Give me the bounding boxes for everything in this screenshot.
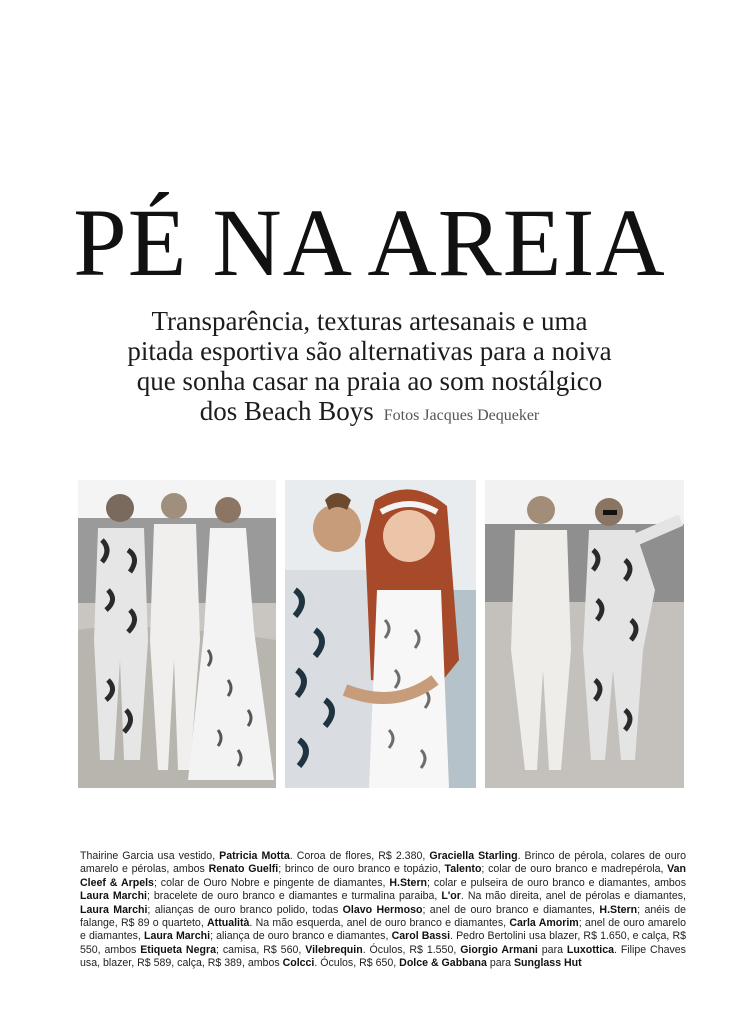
- caption-brand: Van Cleef & Arpels: [80, 863, 686, 889]
- deck-line-text: dos Beach Boys: [199, 396, 374, 426]
- caption-text: ; alianças de ouro branco polido, todas: [147, 903, 343, 916]
- caption-brand: Olavo Hermoso: [342, 903, 423, 916]
- caption-brand: Carla Amorim: [509, 917, 579, 930]
- deck-line: que sonha casar na praia ao som nostálgico: [136, 366, 603, 396]
- caption-text: . Óculos, R$ 1.550,: [362, 943, 461, 956]
- caption-text: ; camisa, R$ 560,: [215, 943, 306, 956]
- photo-grooms-walking: [485, 480, 684, 788]
- caption-brand: Graciella Starling: [429, 850, 518, 862]
- caption-brand: Colcci: [282, 957, 315, 970]
- fashion-credits-caption: [80, 850, 686, 971]
- photo-grooms-walking-image: [485, 480, 684, 788]
- caption-text: ; anéis de falange, R$ 89 o quarteto,: [80, 903, 686, 930]
- caption-brand: Dolce & Gabbana: [399, 957, 487, 970]
- caption-brand: Laura Marchi: [143, 930, 211, 943]
- caption-text: . Coroa de flores, R$ 2.380,: [289, 850, 430, 862]
- caption-text: ; colar de ouro branco e madrepérola,: [481, 863, 668, 876]
- caption-text: . Na mão direita, anel de pérolas e diamantes,: [460, 890, 686, 903]
- deck-line: Transparência, texturas artesanais e uma: [151, 306, 588, 336]
- caption-brand: Talento: [444, 863, 482, 876]
- deck-line-last: [40, 396, 699, 431]
- caption-text: ; anel de ouro amarelo e diamantes,: [80, 917, 687, 943]
- caption-brand: Etiqueta Negra: [140, 943, 216, 956]
- caption-brand: Carol Bassi: [391, 930, 451, 943]
- caption-text: ; anel de ouro branco e diamantes,: [422, 903, 600, 916]
- caption-text: ; colar de Ouro Nobre e pingente de diamantes,: [153, 876, 390, 889]
- caption-text: ; colar e pulseira de ouro branco e diamantes, ambos: [427, 876, 686, 889]
- caption-brand: L'or: [441, 890, 461, 903]
- caption-text: . Óculos, R$ 650,: [314, 957, 400, 970]
- caption-text: . Brinco de pérola, colares de ouro amarelo e pérolas, ambos: [80, 850, 687, 876]
- caption-brand: Attualità: [207, 917, 250, 930]
- caption-brand: Vilebrequin: [305, 943, 363, 956]
- deck: [40, 306, 699, 431]
- caption-brand: Luxottica: [566, 943, 614, 956]
- caption-text: ; brinco de ouro branco e topázio,: [278, 863, 445, 876]
- caption-text: . Pedro Bertolini usa blazer, R$ 1.650, e calça, R$ 550, ambos: [80, 930, 687, 956]
- caption-brand: Renato Guelfi: [208, 863, 279, 876]
- photo-beach-trio-image: [78, 480, 276, 788]
- photo-beach-trio: [78, 480, 276, 788]
- caption-text: para: [486, 957, 514, 970]
- caption-brand: Sunglass Hut: [513, 957, 582, 970]
- caption-text: ; bracelete de ouro branco e diamantes e turmalina paraiba,: [146, 890, 442, 903]
- caption-text: . Filipe Chaves usa, blazer, R$ 589, calça, R$ 389, ambos: [80, 943, 686, 970]
- caption-text: Thairine Garcia usa vestido,: [80, 850, 220, 862]
- caption-text: . Na mão esquerda, anel de ouro branco e diamantes,: [249, 917, 510, 930]
- caption-brand: Laura Marchi: [80, 890, 147, 903]
- deck-line: pitada esportiva são alternativas para a noiva: [127, 336, 612, 366]
- caption-brand: Laura Marchi: [80, 903, 148, 916]
- caption-brand: Giorgio Armani: [460, 943, 538, 956]
- photo-credit: Fotos Jacques Dequeker: [383, 407, 540, 424]
- caption-brand: H.Stern: [599, 903, 638, 916]
- headline: PÉ NA AREIA: [73, 189, 666, 296]
- photo-bride-groom-embrace-image: [285, 480, 476, 788]
- photo-strip: [78, 480, 684, 788]
- caption-brand: Patricia Motta: [219, 850, 290, 862]
- photo-bride-groom-embrace: [285, 480, 476, 788]
- caption-text: para: [537, 943, 567, 956]
- caption-brand: H.Stern: [389, 876, 428, 889]
- caption-text: ; aliança de ouro branco e diamantes,: [210, 930, 392, 943]
